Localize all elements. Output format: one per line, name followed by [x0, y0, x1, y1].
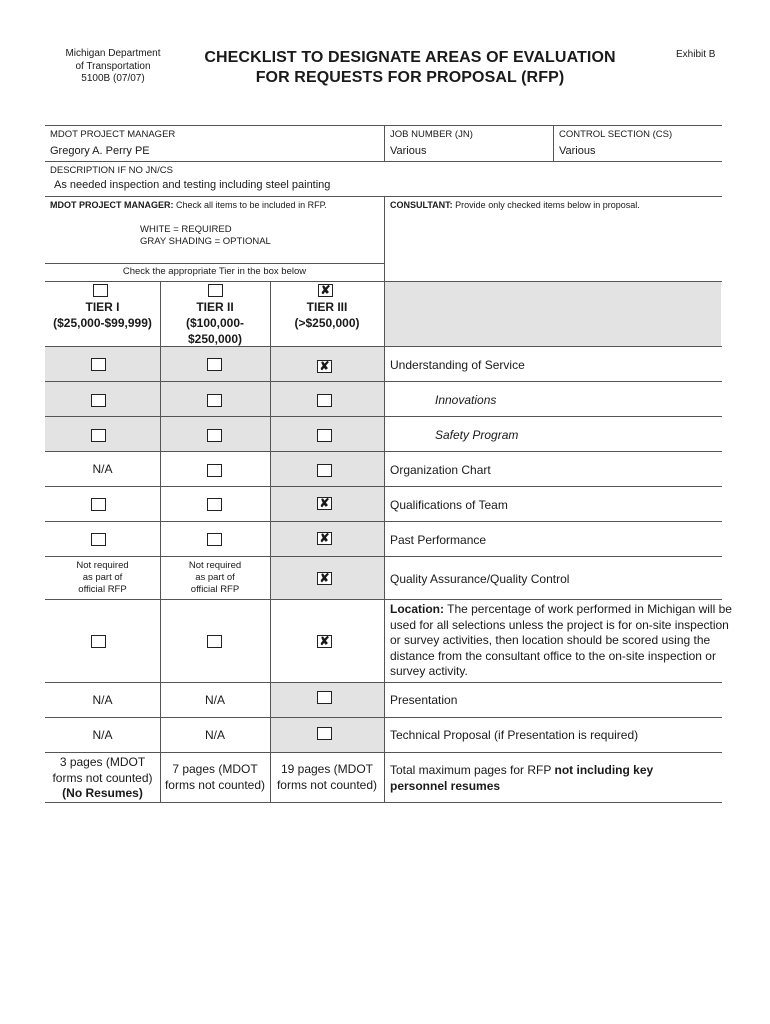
- item-organization-chart: Organization Chart: [390, 463, 491, 477]
- consultant-instruction-text: Provide only checked items below in proposal.: [452, 200, 640, 210]
- description-label: DESCRIPTION IF NO JN/CS: [50, 165, 173, 176]
- row-8-tier-2-checkbox[interactable]: [207, 635, 222, 648]
- rule: [45, 802, 722, 803]
- tier-1-checkbox[interactable]: [93, 284, 108, 297]
- manager-value: Gregory A. Perry PE: [50, 145, 150, 157]
- row-6-tier-3-checkbox[interactable]: ✘: [317, 532, 332, 545]
- item-quality-assurance: Quality Assurance/Quality Control: [390, 572, 570, 586]
- item-presentation: Presentation: [390, 693, 458, 707]
- row-7-tier-1-not-required: [45, 560, 160, 596]
- row-3-tier-2-checkbox[interactable]: [207, 429, 222, 442]
- pages-tier-1-line-1: 3 pages (MDOT: [59, 755, 146, 769]
- pages-item-bold-1: not including key: [554, 763, 654, 777]
- agency-line-1: Michigan Department: [65, 48, 161, 59]
- form-title: [190, 48, 630, 88]
- row-1-tier-2-checkbox[interactable]: [207, 358, 222, 371]
- tier-2-name: TIER II: [196, 300, 234, 314]
- item-past-performance: Past Performance: [390, 533, 487, 547]
- row-10-tier-1-na: N/A: [92, 728, 113, 742]
- rule: [45, 263, 384, 264]
- pages-tier-2: [160, 762, 270, 793]
- exhibit-label: Exhibit B: [676, 49, 716, 60]
- description-value: As needed inspection and testing including steel painting: [54, 179, 331, 191]
- tier-2-range: ($100,000-: [185, 316, 245, 330]
- row-5-tier-3-checkbox[interactable]: ✘: [317, 497, 332, 510]
- row-9-tier-3-checkbox[interactable]: [317, 691, 332, 704]
- row-9-tier-1-na: N/A: [92, 693, 113, 707]
- pages-tier-1-line-3: (No Resumes): [62, 786, 143, 800]
- tier-3-checkbox[interactable]: ✘: [318, 284, 333, 297]
- row-8-tier-3-checkbox[interactable]: ✘: [317, 635, 332, 648]
- pages-tier-2-line-1: 7 pages (MDOT: [172, 762, 258, 776]
- item-total-max-pages: [390, 763, 720, 794]
- title-line-2: FOR REQUESTS FOR PROPOSAL (RFP): [255, 69, 565, 86]
- pages-tier-2-line-2: forms not counted): [164, 777, 266, 792]
- row-4-tier-1-na: N/A: [92, 462, 113, 476]
- row-6-tier-2-checkbox[interactable]: [207, 533, 222, 546]
- location-text: The percentage of work performed in Michigan will be used for all selections unless the project is for on-site inspection or survey activities, then location should be scored using the distance from the consultant office to the on-site inspection or survey activity.: [390, 602, 732, 678]
- row-10-tier-3-checkbox[interactable]: [317, 727, 332, 740]
- item-innovations: Innovations: [435, 393, 497, 407]
- form-number: 5100B (07/07): [81, 73, 145, 84]
- legend-white: WHITE = REQUIRED: [140, 224, 232, 235]
- location-bold: Location:: [390, 602, 444, 616]
- jn-value: Various: [390, 145, 427, 157]
- rule: [553, 125, 554, 161]
- item-safety-program: Safety Program: [435, 428, 519, 442]
- tier-prompt: Check the appropriate Tier in the box below: [122, 266, 307, 277]
- consultant-instruction-bold: CONSULTANT:: [390, 200, 453, 210]
- row-9-tier-2-na: N/A: [204, 693, 225, 707]
- not-required-line-1: Not required: [76, 560, 129, 571]
- rule: [270, 281, 271, 802]
- not-required-line-3: official RFP: [78, 584, 127, 595]
- tier-1-name: TIER I: [85, 300, 120, 314]
- pages-tier-3-line-1: 19 pages (MDOT: [280, 762, 374, 776]
- tier-2-checkbox[interactable]: [208, 284, 223, 297]
- item-understanding-of-service: Understanding of Service: [390, 358, 525, 372]
- pages-tier-1-line-2: forms not counted): [52, 770, 153, 785]
- tier-3-range: (>$250,000): [294, 316, 360, 330]
- pm-instruction: [50, 200, 327, 210]
- rule: [384, 125, 385, 161]
- row-7-tier-3-checkbox[interactable]: ✘: [317, 572, 332, 585]
- tier-1-range: ($25,000-$99,999): [53, 316, 152, 330]
- row-4-tier-3-checkbox[interactable]: [317, 464, 332, 477]
- pages-tier-1: [45, 755, 160, 802]
- pages-tier-3-line-2: forms not counted): [276, 777, 378, 792]
- row-1-tier-3-checkbox[interactable]: ✘: [317, 360, 332, 373]
- row-8-tier-1-checkbox[interactable]: [91, 635, 106, 648]
- tier-3-name: TIER III: [306, 300, 348, 314]
- pages-tier-3: [270, 762, 384, 793]
- consultant-instruction: [390, 200, 640, 210]
- rule: [384, 196, 385, 802]
- row-1-tier-1-checkbox[interactable]: [91, 358, 106, 371]
- tier-3-label: [270, 299, 384, 331]
- tier-header-shade: [384, 282, 721, 346]
- not-required-line-3: official RFP: [190, 584, 240, 595]
- jn-label: JOB NUMBER (JN): [390, 129, 473, 140]
- pages-item-text: Total maximum pages for RFP: [390, 763, 555, 777]
- item-location: [390, 602, 735, 680]
- tier-1-label: [45, 299, 160, 331]
- row-2-tier-1-checkbox[interactable]: [91, 394, 106, 407]
- agency-line-2: of Transportation: [75, 60, 151, 72]
- pm-instruction-text: Check all items to be included in RFP.: [173, 200, 327, 210]
- cs-value: Various: [559, 145, 596, 157]
- rule: [160, 281, 161, 802]
- row-3-tier-3-checkbox[interactable]: [317, 429, 332, 442]
- legend-gray: GRAY SHADING = OPTIONAL: [140, 236, 271, 247]
- row-2-tier-3-checkbox[interactable]: [317, 394, 332, 407]
- item-qualifications-of-team: Qualifications of Team: [390, 498, 508, 512]
- pages-item-bold-2: personnel resumes: [390, 778, 501, 793]
- tier-2-label: [160, 299, 270, 347]
- row-10-tier-2-na: N/A: [204, 728, 225, 742]
- row-6-tier-1-checkbox[interactable]: [91, 533, 106, 546]
- pm-instruction-bold: MDOT PROJECT MANAGER:: [50, 200, 174, 210]
- row-2-tier-2-checkbox[interactable]: [207, 394, 222, 407]
- row-5-tier-1-checkbox[interactable]: [91, 498, 106, 511]
- row-3-tier-1-checkbox[interactable]: [91, 429, 106, 442]
- agency-block: [48, 48, 178, 86]
- row-4-tier-2-checkbox[interactable]: [207, 464, 222, 477]
- not-required-line-2: as part of: [82, 572, 123, 583]
- tier-2-range-cont: $250,000): [187, 332, 243, 346]
- row-5-tier-2-checkbox[interactable]: [207, 498, 222, 511]
- cs-label: CONTROL SECTION (CS): [559, 129, 673, 140]
- manager-label: MDOT PROJECT MANAGER: [50, 129, 176, 140]
- not-required-line-2: as part of: [195, 572, 235, 583]
- not-required-line-1: Not required: [188, 560, 242, 571]
- item-technical-proposal: Technical Proposal (if Presentation is required): [390, 728, 639, 742]
- row-7-tier-2-not-required: [160, 560, 270, 596]
- rule: [45, 161, 722, 162]
- title-line-1: CHECKLIST TO DESIGNATE AREAS OF EVALUATION: [204, 49, 616, 66]
